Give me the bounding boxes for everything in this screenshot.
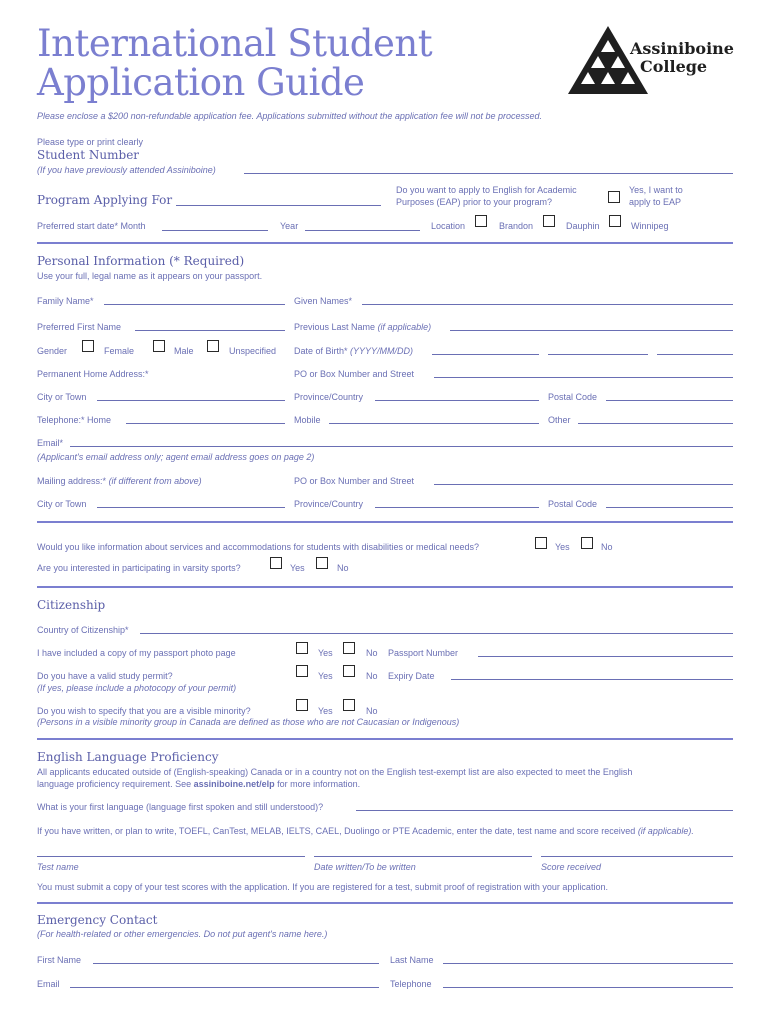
disabilities-yes-checkbox[interactable]	[535, 537, 547, 549]
emergency-telephone-field[interactable]	[443, 987, 733, 988]
college-logo	[568, 26, 733, 96]
family-name-field[interactable]	[104, 304, 285, 305]
passport-copy-question: I have included a copy of my passport photo page	[37, 648, 236, 658]
print-clearly-note: Please type or print clearly	[37, 137, 144, 147]
po-box-label: PO or Box Number and Street	[294, 369, 415, 379]
city-label: City or Town	[37, 392, 87, 402]
section-divider	[37, 738, 733, 740]
section-divider	[37, 586, 733, 588]
study-permit-yes-label: Yes	[318, 671, 333, 681]
minority-no-label: No	[366, 706, 378, 716]
study-permit-no-label: No	[366, 671, 378, 681]
emergency-last-name-field[interactable]	[443, 963, 733, 964]
start-month-field[interactable]	[162, 230, 268, 231]
dob-month-field[interactable]	[548, 354, 648, 355]
section-divider	[37, 902, 733, 904]
gender-female-label: Female	[104, 346, 135, 356]
gender-male-checkbox[interactable]	[153, 340, 165, 352]
tests-instruction: If you have written, or plan to write, TOEFL, CanTest, MELAB, IELTS, CAEL, Duolingo or PTE Academic, enter the date, test name and score received (if applicable).	[37, 826, 694, 836]
passport-number-label: Passport Number	[388, 648, 459, 658]
emergency-first-name-label: First Name	[37, 955, 82, 965]
varsity-yes-checkbox[interactable]	[270, 557, 282, 569]
expiry-date-field[interactable]	[451, 679, 733, 680]
gender-male-label: Male	[174, 346, 194, 356]
location-dauphin-label: Dauphin	[566, 221, 600, 231]
mailing-postal-code-label: Postal Code	[548, 499, 598, 509]
study-permit-note: (If yes, please include a photocopy of your permit)	[37, 683, 237, 693]
passport-number-field[interactable]	[478, 656, 733, 657]
passport-no-label: No	[366, 648, 378, 658]
mobile-label: Mobile	[294, 415, 321, 425]
eap-yes-checkbox[interactable]	[608, 191, 620, 203]
other-phone-label: Other	[548, 415, 571, 425]
emergency-email-label: Email	[37, 979, 60, 989]
eap-yes-label-line2: apply to EAP	[629, 197, 682, 207]
triangle-logo-icon	[568, 26, 648, 94]
section-divider	[37, 242, 733, 244]
dob-label: Date of Birth* (YYYY/MM/DD)	[294, 346, 414, 356]
mailing-postal-code-field[interactable]	[606, 507, 733, 508]
emergency-last-name-label: Last Name	[390, 955, 434, 965]
eap-question-line1: Do you want to apply to English for Academic	[396, 185, 577, 195]
varsity-question: Are you interested in participating in varsity sports?	[37, 563, 241, 573]
email-field[interactable]	[70, 446, 733, 447]
disabilities-question: Would you like information about services and accommodations for students with disabilities or medical needs?	[37, 542, 480, 552]
page-title-line2: Application Guide	[37, 61, 365, 104]
dob-day-field[interactable]	[657, 354, 733, 355]
telephone-home-field[interactable]	[126, 423, 285, 424]
emergency-heading: Emergency Contact	[37, 913, 158, 927]
varsity-no-label: No	[337, 563, 349, 573]
postal-code-label: Postal Code	[548, 392, 598, 402]
logo-text-line2: College	[640, 57, 708, 76]
emergency-note: (For health-related or other emergencies. Do not put agent's name here.)	[37, 929, 328, 939]
student-number-note: (If you have previously attended Assiniboine)	[37, 165, 216, 175]
family-name-label: Family Name*	[37, 296, 94, 306]
mailing-street-field[interactable]	[434, 484, 733, 485]
score-received-label: Score received	[541, 862, 602, 872]
date-written-field[interactable]	[314, 856, 532, 857]
disabilities-no-checkbox[interactable]	[581, 537, 593, 549]
gender-label: Gender	[37, 346, 68, 356]
location-dauphin-checkbox[interactable]	[543, 215, 555, 227]
test-name-label: Test name	[37, 862, 79, 872]
section-divider	[37, 521, 733, 523]
given-names-field[interactable]	[362, 304, 733, 305]
emergency-email-field[interactable]	[70, 987, 379, 988]
other-phone-field[interactable]	[578, 423, 733, 424]
minority-no-checkbox[interactable]	[343, 699, 355, 711]
english-intro-line1: All applicants educated outside of (English-speaking) Canada or in a country not on the English test-exempt list are also expected to meet the English	[37, 767, 633, 777]
mailing-address-label: Mailing address:* (if different from above)	[37, 476, 202, 486]
submit-scores-note: You must submit a copy of your test scores with the application. If you are registered for a test, submit proof of registration with your application.	[37, 882, 608, 892]
expiry-date-label: Expiry Date	[388, 671, 435, 681]
study-permit-question: Do you have a valid study permit?	[37, 671, 173, 681]
gender-unspecified-label: Unspecified	[229, 346, 277, 356]
emergency-first-name-field[interactable]	[93, 963, 379, 964]
study-permit-no-checkbox[interactable]	[343, 665, 355, 677]
elp-link[interactable]: assiniboine.net/elp	[193, 779, 275, 789]
start-date-label: Preferred start date* Month	[37, 221, 146, 231]
minority-yes-checkbox[interactable]	[296, 699, 308, 711]
year-label: Year	[280, 221, 299, 231]
mailing-city-field[interactable]	[97, 507, 285, 508]
page-title-line1: International Student	[37, 22, 433, 65]
study-permit-yes-checkbox[interactable]	[296, 665, 308, 677]
given-names-label: Given Names*	[294, 296, 353, 306]
location-brandon-checkbox[interactable]	[475, 215, 487, 227]
previous-last-name-field[interactable]	[450, 330, 733, 331]
test-name-field[interactable]	[37, 856, 305, 857]
minority-question: Do you wish to specify that you are a visible minority?	[37, 706, 251, 716]
program-heading: Program Applying For	[37, 193, 173, 207]
minority-yes-label: Yes	[318, 706, 333, 716]
location-winnipeg-label: Winnipeg	[631, 221, 669, 231]
eap-yes-label-line1: Yes, I want to	[629, 185, 683, 195]
telephone-label: Telephone:* Home	[37, 415, 112, 425]
home-address-label: Permanent Home Address:*	[37, 369, 149, 379]
postal-code-field[interactable]	[606, 400, 733, 401]
passport-yes-checkbox[interactable]	[296, 642, 308, 654]
date-written-label: Date written/To be written	[314, 862, 416, 872]
varsity-no-checkbox[interactable]	[316, 557, 328, 569]
fee-notice: Please enclose a $200 non-refundable application fee. Applications submitted without the application fee will not be processed.	[37, 111, 542, 121]
passport-yes-label: Yes	[318, 648, 333, 658]
personal-info-note: Use your full, legal name as it appears on your passport.	[37, 271, 263, 281]
gender-female-checkbox[interactable]	[82, 340, 94, 352]
score-received-field[interactable]	[541, 856, 733, 857]
passport-no-checkbox[interactable]	[343, 642, 355, 654]
mobile-field[interactable]	[329, 423, 539, 424]
logo-text-line1: Assiniboine	[630, 39, 734, 58]
personal-info-heading: Personal Information (* Required)	[37, 254, 245, 268]
province-field[interactable]	[375, 400, 539, 401]
program-field[interactable]	[176, 205, 381, 206]
start-year-field[interactable]	[305, 230, 420, 231]
email-label: Email*	[37, 438, 64, 448]
location-label: Location	[431, 221, 466, 231]
preferred-first-name-label: Preferred First Name	[37, 322, 122, 332]
first-language-field[interactable]	[356, 810, 733, 811]
mailing-province-field[interactable]	[375, 507, 539, 508]
country-of-citizenship-field[interactable]	[140, 633, 733, 634]
city-field[interactable]	[97, 400, 285, 401]
location-brandon-label: Brandon	[499, 221, 534, 231]
disabilities-yes-label: Yes	[555, 542, 570, 552]
mailing-province-label: Province/Country	[294, 499, 364, 509]
emergency-telephone-label: Telephone	[390, 979, 432, 989]
preferred-first-name-field[interactable]	[135, 330, 285, 331]
email-note: (Applicant's email address only; agent email address goes on page 2)	[37, 452, 315, 462]
country-of-citizenship-label: Country of Citizenship*	[37, 625, 129, 635]
previous-last-name-label: Previous Last Name (if applicable)	[294, 322, 432, 332]
mailing-city-label: City or Town	[37, 499, 87, 509]
first-language-label: What is your first language (language first spoken and still understood)?	[37, 802, 324, 812]
disabilities-no-label: No	[601, 542, 613, 552]
dob-year-field[interactable]	[432, 354, 539, 355]
minority-note: (Persons in a visible minority group in Canada are defined as those who are not Caucasian or Indigenous)	[37, 717, 460, 727]
location-winnipeg-checkbox[interactable]	[609, 215, 621, 227]
home-street-field[interactable]	[434, 377, 733, 378]
eap-question-line2: Purposes (EAP) prior to your program?	[396, 197, 553, 207]
english-intro-line2: language proficiency requirement. See assiniboine.net/elp for more information.	[37, 779, 361, 789]
varsity-yes-label: Yes	[290, 563, 305, 573]
citizenship-heading: Citizenship	[37, 598, 106, 612]
student-number-heading: Student Number	[37, 148, 140, 162]
gender-unspecified-checkbox[interactable]	[207, 340, 219, 352]
english-heading: English Language Proficiency	[37, 750, 219, 764]
province-label: Province/Country	[294, 392, 364, 402]
student-number-field[interactable]	[244, 173, 733, 174]
mailing-po-box-label: PO or Box Number and Street	[294, 476, 415, 486]
